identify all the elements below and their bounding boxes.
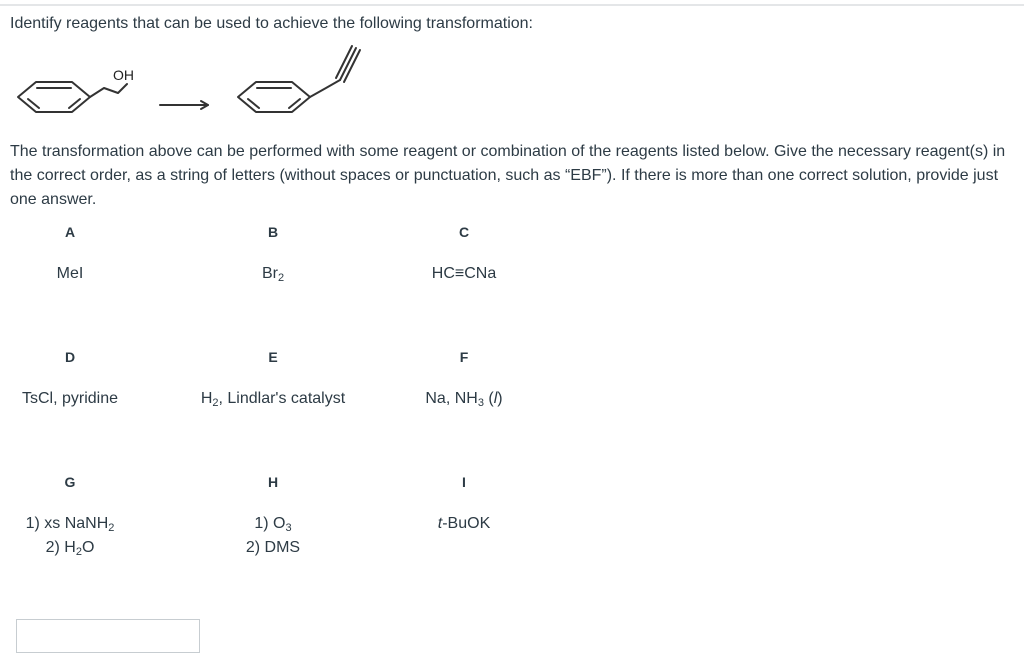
option-g-reagent: 1) xs NaNH$_2$ 2) $H_2O$ <box>25 515 115 558</box>
option-a-reagent: MeI <box>56 265 84 282</box>
option-e-reagent: $H_2$, Lindlar's catalyst <box>200 390 346 409</box>
hydroxyl-label: OH <box>113 67 134 83</box>
option-b-letter: B <box>267 224 279 240</box>
option-d-reagent: TsCl, pyridine <box>21 390 119 407</box>
option-c-reagent: HC≡CNa <box>431 265 497 282</box>
top-divider <box>0 4 1024 6</box>
option-h-reagent: 1) $O_3$ 2) DMS <box>245 515 301 556</box>
option-d-letter: D <box>64 349 76 365</box>
option-a-letter: A <box>64 224 76 240</box>
option-h-letter: H <box>267 474 279 490</box>
option-f-letter: F <box>459 349 469 365</box>
option-i-letter: I <box>462 474 466 490</box>
option-g-letter: G <box>64 474 76 490</box>
answer-input[interactable] <box>16 619 200 653</box>
reaction-scheme <box>0 40 420 135</box>
product-benzene-ring <box>238 82 310 112</box>
option-b-reagent: $Br_2$ <box>261 265 285 284</box>
product-chain <box>310 80 340 97</box>
option-c-letter: C <box>458 224 470 240</box>
reactant-chain <box>90 84 127 97</box>
instructions-text: The transformation above can be performed with some reagent or combination of the reagents listed below. Give the necessary reagent(s) in the correct order, as a string of letters (without spaces or punctuation, such as “EBF”). If there is more than one correct solution, provide just one answer. <box>10 143 1006 208</box>
question-text: Identify reagents that can be used to achieve the following transformation: <box>10 15 533 32</box>
option-f-reagent: Na, $NH_3$ (l) <box>425 390 503 409</box>
reactant-benzene-ring <box>18 82 90 112</box>
option-e-letter: E <box>268 349 278 365</box>
alkyne-triple-bond <box>336 46 360 82</box>
option-i-reagent: t-BuOK <box>437 515 491 532</box>
